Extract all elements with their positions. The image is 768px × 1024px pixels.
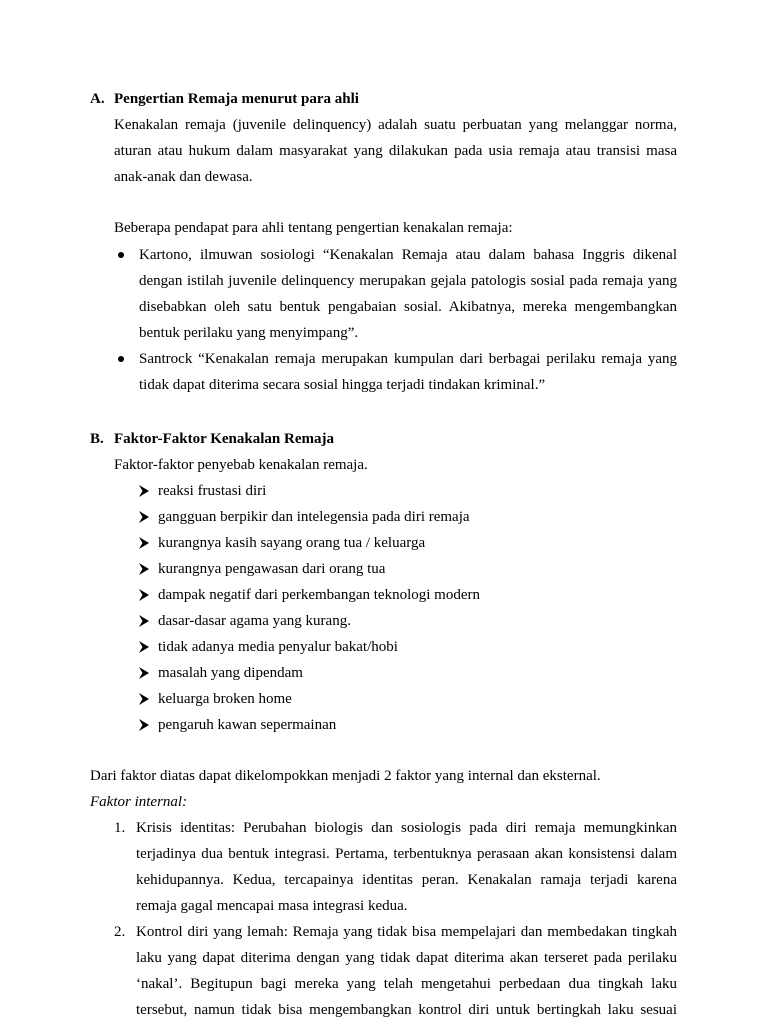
arrow-bullet-icon <box>138 614 150 628</box>
bullet-dot-2 <box>118 356 124 362</box>
bullet-dot-1 <box>118 252 124 258</box>
bullet1-line-4: bentuk perilaku yang menyimpang”. <box>139 325 359 341</box>
arrow-bullet-icon <box>138 718 150 732</box>
arrow-bullet-icon <box>138 536 150 550</box>
item2-marker: 2. <box>114 924 126 940</box>
factor-item: dasar-dasar agama yang kurang. <box>158 613 351 629</box>
section-b-marker: B. <box>90 431 104 447</box>
item1-line-4: remaja gagal mencapai masa integrasi kedua. <box>136 898 408 914</box>
factor-item: masalah yang dipendam <box>158 665 303 681</box>
arrow-bullet-icon <box>138 692 150 706</box>
item1-line-2: terjadinya dua bentuk integrasi. Pertama, terbentuknya perasaan akan konsistensi dalam <box>136 846 677 862</box>
para1-line-3: anak-anak dan dewasa. <box>114 169 253 185</box>
para1-line-2: aturan atau hukum dalam masyarakat yang dilakukan pada usia remaja atau transisi masa <box>114 143 677 159</box>
bullet2-line-2: tidak dapat diterima secara sosial hingga terjadi tindakan kriminal.” <box>139 377 546 393</box>
arrow-bullet-icon <box>138 484 150 498</box>
arrow-bullet-icon <box>138 666 150 680</box>
factor-item: dampak negatif dari perkembangan teknologi modern <box>158 587 480 603</box>
bullet1-line-3: disebabkan oleh satu bentuk pengabaian sosial. Akibatnya, mereka mengembangkan <box>139 299 677 315</box>
section-b-heading: Faktor-Faktor Kenakalan Remaja <box>114 431 334 447</box>
factor-item: keluarga broken home <box>158 691 292 707</box>
bullet1-line-2: dengan istilah juvenile delinquency merupakan gejala patologis sosial pada remaja yang <box>139 273 677 289</box>
item2-line-2: laku yang dapat diterima dengan yang tidak dapat diterima akan terseret pada perilaku <box>136 950 677 966</box>
item2-line-3: ‘nakal’. Begitupun bagi mereka yang telah mengetahui perbedaan dua tingkah laku <box>136 976 677 992</box>
bullet2-line-1: Santrock “Kenakalan remaja merupakan kumpulan dari berbagai perilaku remaja yang <box>139 351 677 367</box>
section-b-intro: Faktor-faktor penyebab kenakalan remaja. <box>114 457 368 473</box>
arrow-bullet-icon <box>138 562 150 576</box>
section-a-marker: A. <box>90 91 105 107</box>
item1-line-3: kehidupannya. Kedua, tercapainya identitas peran. Kenakalan ramaja terjadi karena <box>136 872 677 888</box>
item1-line-1: Krisis identitas: Perubahan biologis dan sosiologis pada diri remaja memungkinkan <box>136 820 677 836</box>
arrow-bullet-icon <box>138 640 150 654</box>
factor-item: kurangnya kasih sayang orang tua / keluarga <box>158 535 426 551</box>
factor-item: pengaruh kawan sepermainan <box>158 717 337 733</box>
summary-text: Dari faktor diatas dapat dikelompokkan menjadi 2 faktor yang internal dan eksternal. <box>90 768 601 784</box>
section-a-heading: Pengertian Remaja menurut para ahli <box>114 91 359 107</box>
factor-item: reaksi frustasi diri <box>158 483 267 499</box>
para2: Beberapa pendapat para ahli tentang pengertian kenakalan remaja: <box>114 220 513 236</box>
item1-marker: 1. <box>114 820 126 836</box>
arrow-bullet-icon <box>138 588 150 602</box>
factor-item: kurangnya pengawasan dari orang tua <box>158 561 386 577</box>
item2-line-1: Kontrol diri yang lemah: Remaja yang tidak bisa mempelajari dan membedakan tingkah <box>136 924 677 940</box>
item2-line-4: tersebut, namun tidak bisa mengembangkan kontrol diri untuk bertingkah laku sesuai <box>136 1002 677 1018</box>
arrow-bullet-icon <box>138 510 150 524</box>
bullet1-line-1: Kartono, ilmuwan sosiologi “Kenakalan Remaja atau dalam bahasa Inggris dikenal <box>139 247 677 263</box>
factor-item: tidak adanya media penyalur bakat/hobi <box>158 639 398 655</box>
para1-line-1: Kenakalan remaja (juvenile delinquency) adalah suatu perbuatan yang melanggar norma, <box>114 117 677 133</box>
factor-item: gangguan berpikir dan intelegensia pada diri remaja <box>158 509 470 525</box>
internal-heading: Faktor internal: <box>90 794 188 810</box>
